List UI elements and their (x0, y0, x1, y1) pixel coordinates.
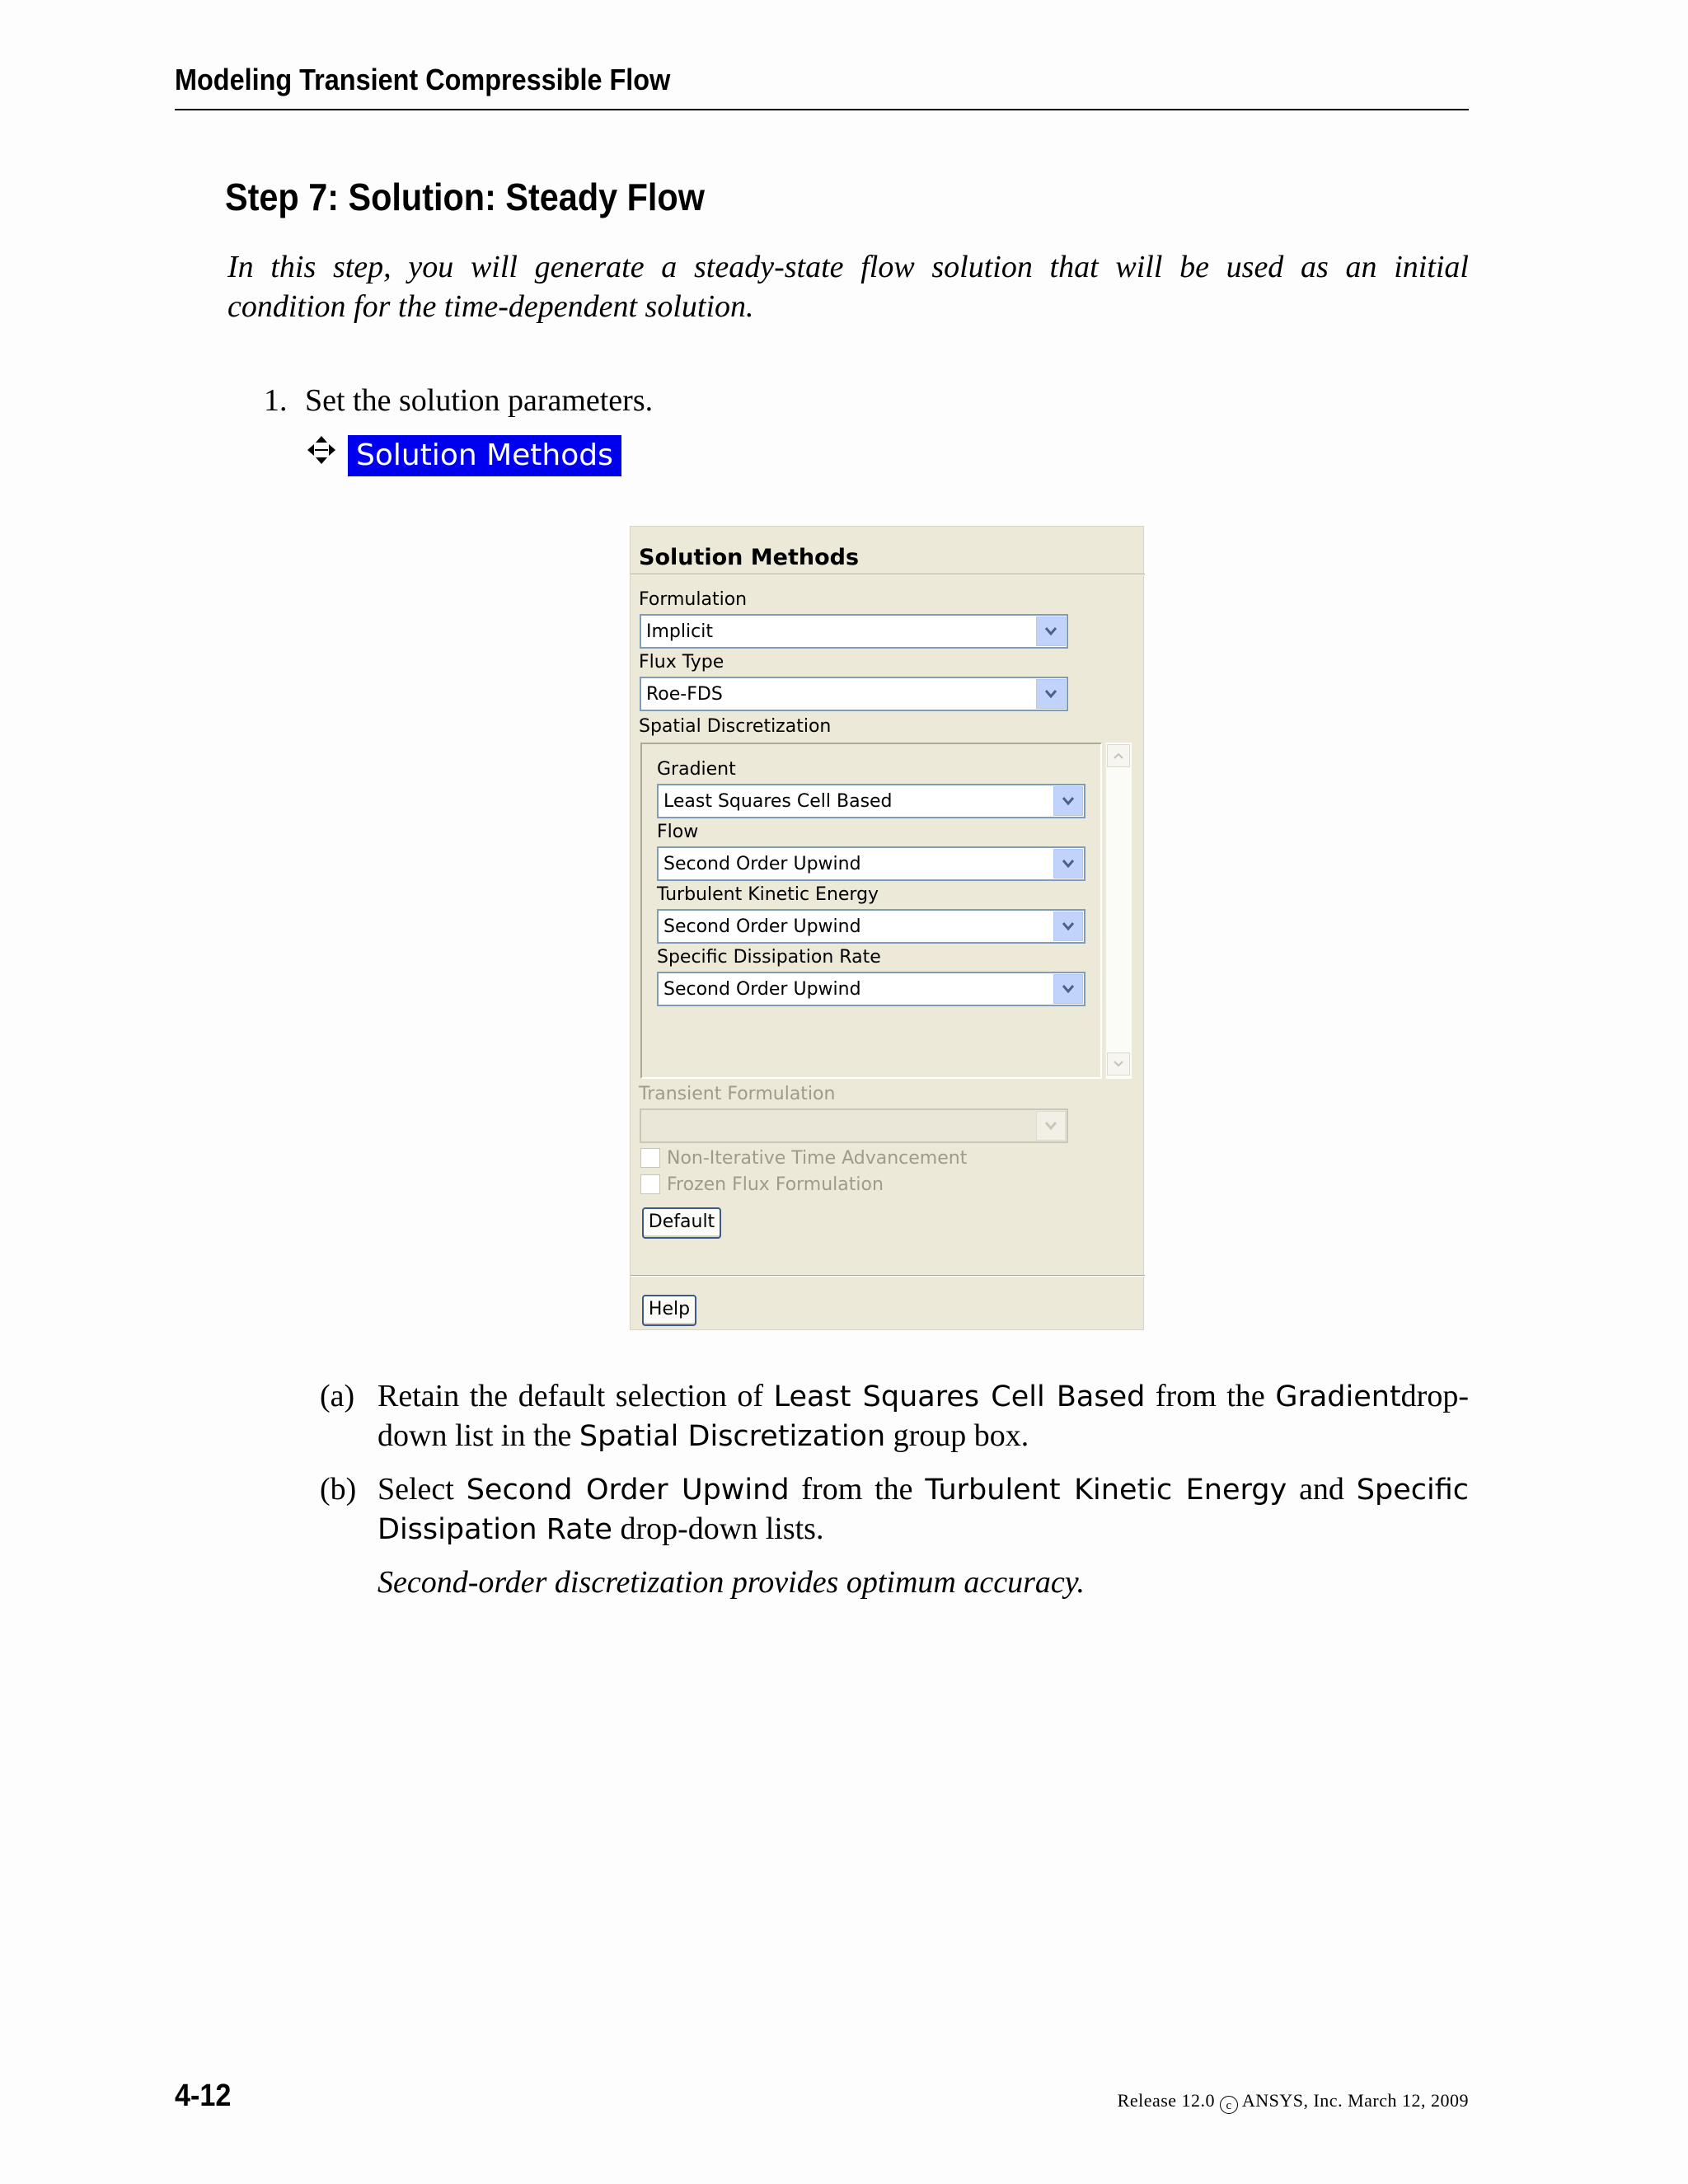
sub-item-b-label: (b) (320, 1472, 357, 1507)
release-info (1068, 2090, 1469, 2114)
turbulent-kinetic-energy-value: Second Order Upwind (663, 916, 861, 937)
gradient-value: Least Squares Cell Based (663, 791, 893, 812)
sub-item-a-label: (a) (320, 1379, 355, 1413)
sub-item-a-line-1 (377, 1376, 1469, 1417)
flow-label: Flow (657, 822, 699, 842)
chevron-down-icon[interactable] (1053, 912, 1083, 941)
chevron-down-icon (1113, 1060, 1124, 1068)
frozen-flux-formulation-label: Frozen Flux Formulation (667, 1174, 884, 1195)
help-button[interactable]: Help (642, 1295, 696, 1326)
transient-formulation-dropdown[interactable] (640, 1108, 1068, 1143)
text: and (1299, 1472, 1344, 1507)
gradient-label: Gradient (657, 759, 736, 780)
solution-methods-panel (630, 526, 1144, 1330)
scroll-down-button[interactable] (1107, 1052, 1130, 1076)
flux-type-dropdown[interactable] (640, 677, 1068, 711)
turbulent-kinetic-energy-label: Turbulent Kinetic Energy (657, 884, 879, 905)
keyword-least-squares-cell-based: Least Squares Cell Based (773, 1380, 1146, 1413)
spatial-discretization-label: Spatial Discretization (639, 716, 832, 737)
item-number: 1. (264, 383, 288, 418)
item-text: Set the solution parameters. (305, 383, 654, 418)
specific-dissipation-rate-label: Specific Dissipation Rate (657, 947, 881, 968)
release-text: Release 12.0 (1117, 2090, 1216, 2111)
keyword-dissipation-rate: Dissipation Rate (377, 1513, 612, 1546)
formulation-dropdown[interactable] (640, 614, 1068, 649)
text: group box. (893, 1418, 1029, 1453)
sub-item-b-note: Second-order discretization provides optimum accuracy. (377, 1565, 1085, 1600)
flow-dropdown[interactable] (657, 846, 1085, 881)
specific-dissipation-rate-value: Second Order Upwind (663, 979, 861, 1000)
transient-formulation-label: Transient Formulation (639, 1084, 836, 1104)
text: drop-down lists. (620, 1511, 824, 1546)
header-rule (175, 109, 1469, 110)
menu-path-solution-methods[interactable]: Solution Methods (348, 435, 621, 476)
chevron-down-icon[interactable] (1053, 849, 1083, 879)
step-title: Step 7: Solution: Steady Flow (225, 176, 705, 218)
intro-line-1: In this step, you will generate a steady-state flow solution that will be used as an initial (227, 250, 1469, 284)
chevron-down-icon[interactable] (1053, 786, 1083, 816)
text: from the (801, 1472, 913, 1507)
keyword-spatial-discretization: Spatial Discretization (579, 1420, 886, 1453)
sub-item-a-line-2 (377, 1416, 1469, 1456)
non-iterative-time-advancement-checkbox[interactable] (640, 1148, 660, 1168)
chevron-up-icon (1113, 752, 1124, 760)
flux-type-value: Roe-FDS (646, 684, 723, 705)
chevron-down-icon[interactable] (1053, 974, 1083, 1004)
chevron-down-icon[interactable] (1036, 1111, 1066, 1141)
scroll-up-button[interactable] (1107, 744, 1130, 767)
flux-type-label: Flux Type (639, 652, 724, 673)
specific-dissipation-rate-dropdown[interactable] (657, 972, 1085, 1006)
chevron-down-icon[interactable] (1036, 616, 1066, 646)
text: drop- (1400, 1379, 1469, 1413)
non-iterative-time-advancement-label: Non-Iterative Time Advancement (667, 1148, 968, 1169)
text: Select (377, 1472, 454, 1507)
move-arrows-icon (307, 435, 336, 465)
turbulent-kinetic-energy-dropdown[interactable] (657, 909, 1085, 944)
text: Retain the default selection of (377, 1379, 764, 1413)
text: from the (1155, 1379, 1265, 1413)
formulation-label: Formulation (639, 589, 748, 610)
keyword-second-order-upwind: Second Order Upwind (466, 1474, 790, 1507)
spatial-scrollbar[interactable] (1105, 743, 1132, 1079)
keyword-specific: Specific (1356, 1474, 1470, 1507)
keyword-turbulent-kinetic-energy: Turbulent Kinetic Energy (925, 1474, 1287, 1507)
running-header: Modeling Transient Compressible Flow (175, 63, 671, 96)
sub-item-b-line-1 (377, 1469, 1469, 1510)
intro-line-2: condition for the time-dependent solution. (227, 289, 754, 324)
panel-title-divider (631, 574, 1145, 575)
flow-value: Second Order Upwind (663, 854, 861, 874)
gradient-dropdown[interactable] (657, 784, 1085, 818)
page-number: 4-12 (175, 2079, 232, 2113)
copyright-icon: c (1220, 2096, 1238, 2114)
formulation-value: Implicit (646, 621, 713, 642)
frozen-flux-formulation-checkbox[interactable] (640, 1174, 660, 1194)
panel-bottom-divider (631, 1275, 1145, 1277)
chevron-down-icon[interactable] (1036, 679, 1066, 709)
release-text: ANSYS, Inc. March 12, 2009 (1241, 2090, 1469, 2111)
sub-item-b-line-2 (377, 1509, 1469, 1549)
keyword-gradient: Gradient (1275, 1380, 1401, 1413)
text: down list in the (377, 1418, 572, 1453)
panel-title: Solution Methods (639, 545, 860, 570)
default-button[interactable]: Default (642, 1207, 721, 1239)
